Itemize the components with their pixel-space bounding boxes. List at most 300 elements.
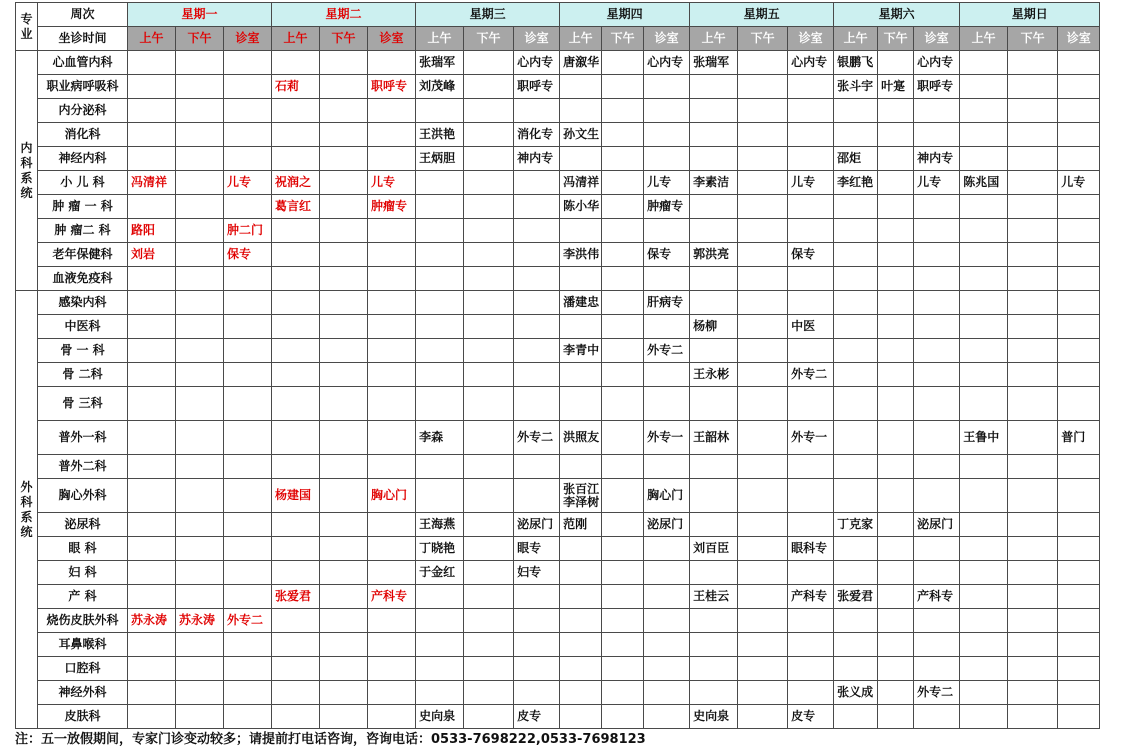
schedule-cell — [176, 123, 224, 147]
slot-header: 诊室 — [644, 27, 690, 51]
schedule-cell: 唐溆华 — [560, 51, 602, 75]
schedule-cell: 外专二 — [514, 421, 560, 455]
schedule-cell — [560, 633, 602, 657]
schedule-cell — [644, 315, 690, 339]
department-name: 口腔科 — [38, 657, 128, 681]
schedule-cell — [834, 537, 878, 561]
schedule-cell — [1058, 537, 1100, 561]
schedule-cell — [788, 75, 834, 99]
schedule-cell — [464, 267, 514, 291]
schedule-cell — [1058, 455, 1100, 479]
schedule-cell — [602, 633, 644, 657]
schedule-cell — [738, 537, 788, 561]
schedule-cell — [176, 537, 224, 561]
schedule-cell — [738, 51, 788, 75]
schedule-cell — [644, 585, 690, 609]
schedule-cell: 郭洪亮 — [690, 243, 738, 267]
schedule-cell: 神内专 — [514, 147, 560, 171]
schedule-cell: 史向泉 — [416, 705, 464, 729]
schedule-cell: 王韶林 — [690, 421, 738, 455]
schedule-cell — [514, 195, 560, 219]
schedule-cell — [1008, 219, 1058, 243]
schedule-cell — [1058, 291, 1100, 315]
schedule-cell — [1008, 147, 1058, 171]
schedule-cell — [878, 657, 914, 681]
schedule-cell — [1058, 51, 1100, 75]
schedule-cell — [272, 387, 320, 421]
slot-header: 诊室 — [1058, 27, 1100, 51]
schedule-cell — [560, 75, 602, 99]
schedule-cell — [1008, 339, 1058, 363]
schedule-cell — [738, 315, 788, 339]
schedule-cell — [320, 421, 368, 455]
schedule-cell: 产科专 — [914, 585, 960, 609]
schedule-cell — [464, 51, 514, 75]
department-name: 消化科 — [38, 123, 128, 147]
schedule-cell — [644, 633, 690, 657]
schedule-cell — [272, 421, 320, 455]
schedule-cell — [834, 633, 878, 657]
schedule-cell: 刘百臣 — [690, 537, 738, 561]
schedule-cell — [1008, 315, 1058, 339]
schedule-cell — [320, 513, 368, 537]
schedule-cell — [176, 51, 224, 75]
schedule-cell — [464, 455, 514, 479]
schedule-cell: 职呼专 — [514, 75, 560, 99]
schedule-cell — [416, 219, 464, 243]
schedule-cell — [960, 243, 1008, 267]
schedule-cell — [738, 99, 788, 123]
schedule-cell — [128, 99, 176, 123]
schedule-cell: 儿专 — [788, 171, 834, 195]
schedule-cell — [320, 315, 368, 339]
schedule-cell: 洪照友 — [560, 421, 602, 455]
schedule-cell — [1008, 513, 1058, 537]
schedule-cell — [464, 219, 514, 243]
schedule-cell — [602, 705, 644, 729]
schedule-cell — [224, 75, 272, 99]
schedule-cell — [878, 585, 914, 609]
schedule-cell — [560, 537, 602, 561]
schedule-cell — [560, 219, 602, 243]
schedule-cell — [1058, 267, 1100, 291]
schedule-cell — [960, 99, 1008, 123]
schedule-cell — [320, 219, 368, 243]
schedule-cell — [1008, 585, 1058, 609]
schedule-cell — [602, 561, 644, 585]
slot-header: 诊室 — [514, 27, 560, 51]
schedule-cell — [834, 315, 878, 339]
schedule-cell: 心内专 — [914, 51, 960, 75]
schedule-cell — [560, 147, 602, 171]
schedule-cell — [1058, 387, 1100, 421]
schedule-cell — [788, 387, 834, 421]
schedule-cell — [834, 561, 878, 585]
schedule-cell — [514, 455, 560, 479]
schedule-cell: 苏永涛 — [128, 609, 176, 633]
schedule-cell — [914, 267, 960, 291]
schedule-cell — [914, 455, 960, 479]
schedule-cell — [272, 339, 320, 363]
schedule-cell — [690, 339, 738, 363]
slot-header: 下午 — [1008, 27, 1058, 51]
schedule-cell — [128, 681, 176, 705]
schedule-cell — [644, 537, 690, 561]
schedule-cell — [878, 51, 914, 75]
schedule-cell — [690, 561, 738, 585]
schedule-cell — [1008, 657, 1058, 681]
schedule-cell — [368, 123, 416, 147]
schedule-cell — [1058, 561, 1100, 585]
schedule-cell: 李洪伟 — [560, 243, 602, 267]
schedule-cell — [602, 339, 644, 363]
schedule-cell — [834, 657, 878, 681]
schedule-cell — [1058, 705, 1100, 729]
schedule-cell — [690, 455, 738, 479]
schedule-cell — [514, 363, 560, 387]
schedule-cell — [128, 633, 176, 657]
schedule-cell — [914, 339, 960, 363]
schedule-cell — [960, 363, 1008, 387]
schedule-cell — [1058, 585, 1100, 609]
schedule-cell — [128, 123, 176, 147]
schedule-cell — [272, 537, 320, 561]
schedule-cell — [960, 147, 1008, 171]
group-label: 外科系统 — [16, 291, 38, 729]
schedule-cell — [128, 455, 176, 479]
schedule-cell — [788, 479, 834, 513]
schedule-cell — [272, 219, 320, 243]
department-name: 老年保健科 — [38, 243, 128, 267]
schedule-cell: 肿瘤专 — [368, 195, 416, 219]
schedule-cell — [834, 267, 878, 291]
schedule-cell — [878, 479, 914, 513]
schedule-cell — [834, 123, 878, 147]
schedule-cell — [834, 195, 878, 219]
schedule-cell: 张瑞军 — [416, 51, 464, 75]
schedule-cell — [368, 51, 416, 75]
schedule-cell — [738, 75, 788, 99]
schedule-cell — [1058, 99, 1100, 123]
schedule-cell: 王炳胆 — [416, 147, 464, 171]
schedule-cell: 张斗宇 — [834, 75, 878, 99]
schedule-cell — [176, 387, 224, 421]
slot-header: 诊室 — [224, 27, 272, 51]
schedule-cell — [960, 705, 1008, 729]
schedule-cell — [914, 561, 960, 585]
schedule-cell — [914, 479, 960, 513]
schedule-cell — [738, 339, 788, 363]
schedule-cell — [224, 455, 272, 479]
schedule-cell: 心内专 — [788, 51, 834, 75]
schedule-cell — [514, 609, 560, 633]
schedule-cell — [960, 633, 1008, 657]
schedule-cell — [368, 99, 416, 123]
schedule-cell — [416, 171, 464, 195]
schedule-cell — [416, 387, 464, 421]
schedule-cell — [560, 363, 602, 387]
schedule-cell — [176, 585, 224, 609]
schedule-cell — [834, 243, 878, 267]
slot-header: 诊室 — [368, 27, 416, 51]
schedule-cell — [320, 633, 368, 657]
schedule-cell — [224, 147, 272, 171]
department-name: 耳鼻喉科 — [38, 633, 128, 657]
schedule-cell: 外专一 — [788, 421, 834, 455]
schedule-cell — [960, 657, 1008, 681]
schedule-cell — [514, 219, 560, 243]
schedule-cell — [1008, 387, 1058, 421]
schedule-cell — [176, 681, 224, 705]
schedule-cell — [644, 267, 690, 291]
schedule-cell: 陈兆国 — [960, 171, 1008, 195]
department-name: 心血管内科 — [38, 51, 128, 75]
schedule-cell — [690, 267, 738, 291]
department-name: 职业病呼吸科 — [38, 75, 128, 99]
schedule-cell — [602, 147, 644, 171]
schedule-cell — [1058, 339, 1100, 363]
schedule-cell — [602, 609, 644, 633]
schedule-cell: 叶寔 — [878, 75, 914, 99]
schedule-cell — [464, 147, 514, 171]
schedule-cell: 中医 — [788, 315, 834, 339]
schedule-cell — [788, 291, 834, 315]
schedule-cell — [272, 147, 320, 171]
schedule-cell: 葛言红 — [272, 195, 320, 219]
schedule-cell — [320, 171, 368, 195]
schedule-cell — [272, 123, 320, 147]
slot-header: 上午 — [272, 27, 320, 51]
schedule-cell: 张百江 李泽树 — [560, 479, 602, 513]
schedule-cell: 保专 — [788, 243, 834, 267]
slot-header: 下午 — [738, 27, 788, 51]
schedule-cell — [690, 387, 738, 421]
schedule-cell — [368, 315, 416, 339]
schedule-cell — [644, 387, 690, 421]
schedule-cell — [1008, 123, 1058, 147]
schedule-cell — [176, 479, 224, 513]
schedule-cell — [416, 609, 464, 633]
schedule-cell — [128, 315, 176, 339]
schedule-cell — [560, 99, 602, 123]
schedule-cell — [464, 513, 514, 537]
schedule-cell: 于金红 — [416, 561, 464, 585]
schedule-cell — [514, 387, 560, 421]
schedule-cell — [602, 513, 644, 537]
schedule-cell — [878, 243, 914, 267]
schedule-cell — [368, 537, 416, 561]
schedule-cell — [272, 705, 320, 729]
schedule-cell — [878, 513, 914, 537]
schedule-cell — [464, 609, 514, 633]
schedule-cell — [788, 513, 834, 537]
schedule-cell — [128, 705, 176, 729]
slot-header: 下午 — [320, 27, 368, 51]
schedule-cell: 杨柳 — [690, 315, 738, 339]
slot-header: 上午 — [834, 27, 878, 51]
schedule-cell — [788, 609, 834, 633]
department-name: 骨 一 科 — [38, 339, 128, 363]
schedule-cell — [738, 363, 788, 387]
schedule-cell — [1058, 363, 1100, 387]
schedule-cell — [176, 99, 224, 123]
schedule-cell — [644, 561, 690, 585]
schedule-cell — [960, 479, 1008, 513]
schedule-cell — [224, 339, 272, 363]
schedule-cell — [878, 291, 914, 315]
schedule-cell — [224, 633, 272, 657]
schedule-cell — [320, 479, 368, 513]
schedule-cell — [644, 147, 690, 171]
schedule-cell — [272, 99, 320, 123]
department-name: 眼 科 — [38, 537, 128, 561]
schedule-cell — [514, 267, 560, 291]
schedule-cell — [602, 219, 644, 243]
schedule-cell — [464, 195, 514, 219]
schedule-cell — [1058, 75, 1100, 99]
schedule-cell — [644, 609, 690, 633]
schedule-cell — [464, 363, 514, 387]
schedule-cell: 李素洁 — [690, 171, 738, 195]
schedule-cell: 冯清祥 — [128, 171, 176, 195]
schedule-cell — [272, 561, 320, 585]
schedule-cell — [602, 681, 644, 705]
schedule-cell — [464, 315, 514, 339]
schedule-cell — [914, 633, 960, 657]
schedule-cell — [368, 147, 416, 171]
schedule-cell — [464, 99, 514, 123]
schedule-cell — [224, 123, 272, 147]
schedule-cell — [738, 479, 788, 513]
schedule-cell: 儿专 — [368, 171, 416, 195]
schedule-cell — [514, 585, 560, 609]
schedule-cell — [368, 219, 416, 243]
schedule-cell — [176, 267, 224, 291]
schedule-cell — [914, 387, 960, 421]
schedule-cell — [738, 123, 788, 147]
schedule-cell — [224, 705, 272, 729]
schedule-cell — [320, 657, 368, 681]
schedule-cell — [878, 681, 914, 705]
schedule-cell — [224, 421, 272, 455]
schedule-cell: 张义成 — [834, 681, 878, 705]
day-header: 星期一 — [128, 3, 272, 27]
schedule-cell — [788, 561, 834, 585]
schedule-cell — [320, 455, 368, 479]
schedule-cell — [1058, 657, 1100, 681]
schedule-cell — [878, 171, 914, 195]
schedule-cell — [602, 537, 644, 561]
schedule-cell — [914, 537, 960, 561]
schedule-cell — [320, 267, 368, 291]
schedule-cell — [272, 51, 320, 75]
schedule-cell — [464, 387, 514, 421]
schedule-cell — [1008, 51, 1058, 75]
day-header: 星期五 — [690, 3, 834, 27]
schedule-cell — [320, 387, 368, 421]
schedule-cell — [738, 291, 788, 315]
schedule-cell — [738, 633, 788, 657]
schedule-cell — [176, 421, 224, 455]
schedule-cell — [272, 315, 320, 339]
schedule-cell: 外专二 — [788, 363, 834, 387]
schedule-cell — [224, 479, 272, 513]
schedule-cell — [464, 657, 514, 681]
schedule-cell — [914, 291, 960, 315]
schedule-cell — [224, 585, 272, 609]
schedule-cell — [960, 195, 1008, 219]
schedule-cell — [1008, 171, 1058, 195]
schedule-cell — [176, 147, 224, 171]
schedule-cell — [368, 267, 416, 291]
footer-note: 注：五一放假期间，专家门诊变动较多；请提前打电话咨询，咨询电话：0533-7698222,0533-7698123 — [15, 732, 646, 747]
schedule-cell — [416, 455, 464, 479]
clinic-schedule-table — [15, 2, 1100, 729]
schedule-cell — [224, 387, 272, 421]
schedule-cell — [416, 315, 464, 339]
schedule-cell — [560, 267, 602, 291]
schedule-cell — [738, 657, 788, 681]
schedule-cell: 泌尿门 — [514, 513, 560, 537]
schedule-cell: 普门 — [1058, 421, 1100, 455]
schedule-cell — [1008, 421, 1058, 455]
department-name: 皮肤科 — [38, 705, 128, 729]
schedule-cell: 潘建忠 — [560, 291, 602, 315]
schedule-cell — [602, 171, 644, 195]
schedule-cell — [128, 51, 176, 75]
schedule-cell — [1058, 147, 1100, 171]
schedule-cell — [738, 267, 788, 291]
schedule-cell — [602, 421, 644, 455]
schedule-cell: 丁克家 — [834, 513, 878, 537]
slot-header: 下午 — [602, 27, 644, 51]
schedule-cell — [514, 99, 560, 123]
schedule-cell — [788, 339, 834, 363]
schedule-cell: 孙文生 — [560, 123, 602, 147]
schedule-cell — [272, 291, 320, 315]
department-name: 中医科 — [38, 315, 128, 339]
schedule-cell — [788, 99, 834, 123]
schedule-cell — [788, 123, 834, 147]
schedule-cell — [176, 219, 224, 243]
schedule-cell: 外专一 — [644, 421, 690, 455]
schedule-cell: 李青中 — [560, 339, 602, 363]
schedule-cell — [1008, 705, 1058, 729]
schedule-cell — [1008, 243, 1058, 267]
schedule-cell — [834, 219, 878, 243]
slot-header: 诊室 — [914, 27, 960, 51]
schedule-cell — [368, 339, 416, 363]
schedule-cell — [176, 455, 224, 479]
schedule-cell — [272, 455, 320, 479]
schedule-cell — [128, 147, 176, 171]
schedule-cell — [176, 315, 224, 339]
schedule-cell: 银鹏飞 — [834, 51, 878, 75]
schedule-cell — [914, 243, 960, 267]
schedule-cell — [176, 705, 224, 729]
schedule-cell — [128, 657, 176, 681]
schedule-cell — [960, 219, 1008, 243]
schedule-cell: 泌尿门 — [644, 513, 690, 537]
schedule-cell: 肿二门 — [224, 219, 272, 243]
schedule-cell — [1008, 291, 1058, 315]
schedule-cell — [602, 363, 644, 387]
schedule-cell — [690, 657, 738, 681]
schedule-cell: 张爱君 — [272, 585, 320, 609]
schedule-cell — [514, 479, 560, 513]
schedule-cell — [272, 633, 320, 657]
schedule-cell — [878, 387, 914, 421]
